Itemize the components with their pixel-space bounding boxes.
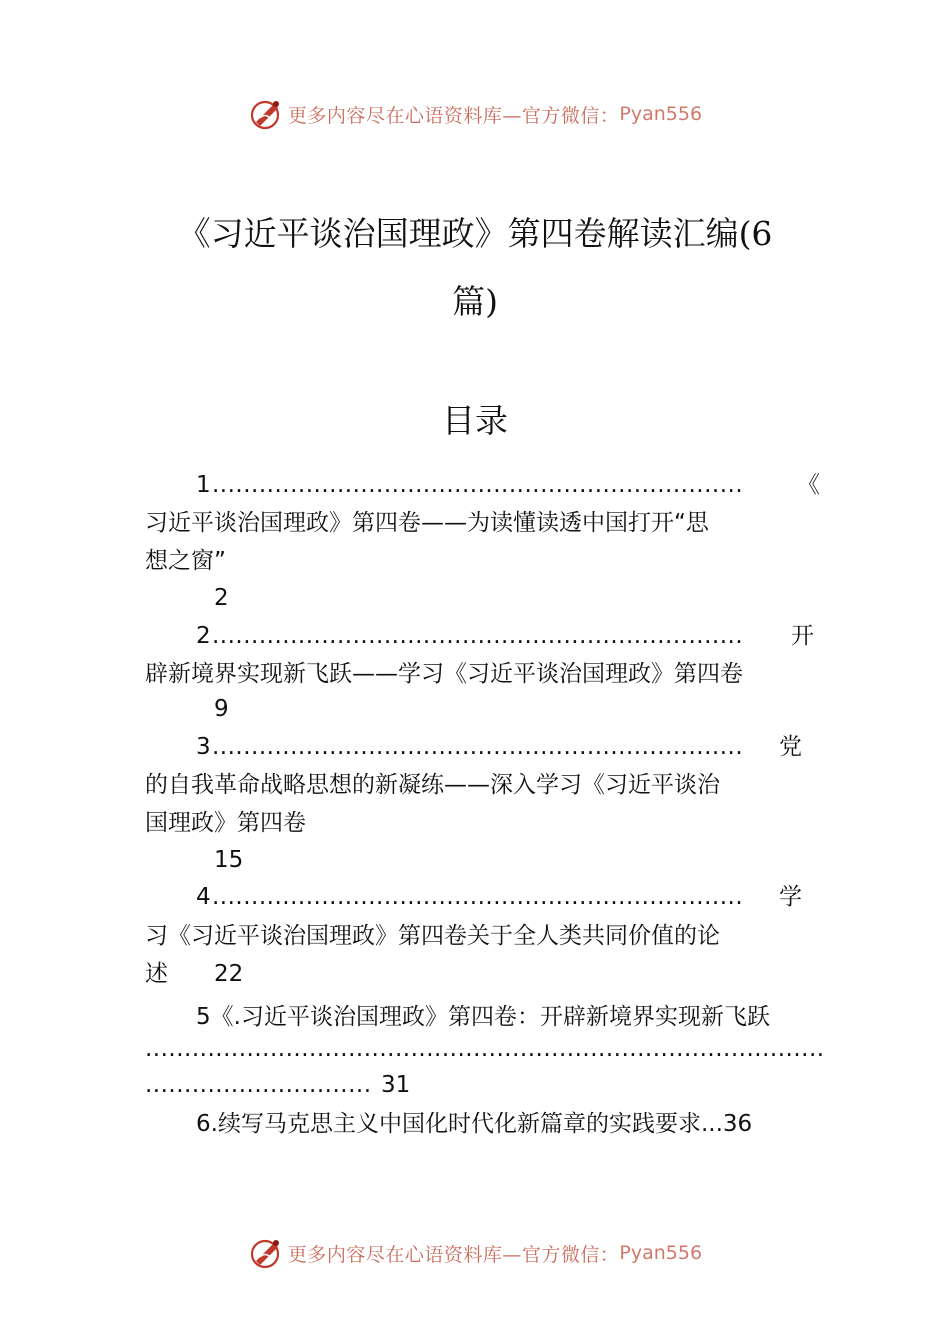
toc-item-text-start: 学 <box>779 884 802 910</box>
toc-item-leader-dots: ....................................................................................... <box>145 1036 825 1062</box>
watermark-wechat-id: Pyan556 <box>619 1242 703 1264</box>
watermark-wechat-id: Pyan556 <box>619 103 703 125</box>
toc-item-leader-dots: .................................................................... <box>212 472 744 498</box>
toc-item-leader-dots: .................................................................... <box>212 623 744 649</box>
toc-item-text: 辟新境界实现新飞跃——学习《习近平谈治国理政》第四卷 <box>145 661 743 687</box>
toc-item-page-number: 31 <box>381 1072 411 1098</box>
toc-item-text: 5《.习近平谈治国理政》第四卷：开辟新境界实现新飞跃 <box>196 1004 770 1030</box>
toc-item-text: 述 <box>145 961 168 987</box>
toc-item-page-number: 2 <box>214 585 229 611</box>
toc-item-text: 6.续写马克思主义中国化时代化新篇章的实践要求 <box>196 1111 701 1137</box>
toc-item-6[interactable] <box>196 1105 752 1143</box>
toc-item-leader-dots: .................................................................... <box>212 884 744 910</box>
toc-item-number: 4 <box>196 884 211 910</box>
toc-item-text: 习近平谈治国理政》第四卷——为读懂读透中国打开“思 <box>145 510 709 536</box>
toc-item-text: 习《习近平谈治国理政》第四卷关于全人类共同价值的论 <box>145 923 720 949</box>
toc-item-text-start: 开 <box>791 623 814 649</box>
toc-item-leader-dots: ............................. <box>145 1072 372 1098</box>
document-title <box>150 200 800 336</box>
toc-item-number: 3 <box>196 734 211 760</box>
toc-item-text: 想之窗” <box>145 548 226 574</box>
toc-item-leader-dots: ... <box>700 1111 723 1137</box>
footer-watermark <box>0 1233 950 1273</box>
toc-item-page-number: 9 <box>214 696 229 722</box>
toc-item-page-number: 22 <box>214 961 244 987</box>
toc-item-leader-dots: .................................................................... <box>212 734 744 760</box>
watermark-text: 更多内容尽在心语资料库—官方微信： <box>287 1243 620 1266</box>
pen-seal-icon <box>248 1235 284 1271</box>
toc-item-number: 2 <box>196 623 211 649</box>
toc-item-number: 1 <box>196 472 211 498</box>
toc-item-text: 国理政》第四卷 <box>145 810 306 836</box>
toc-item-text-start: 党 <box>779 734 802 760</box>
toc-heading: 目录 <box>442 401 508 440</box>
header-watermark <box>0 94 950 134</box>
document-title-line2: 篇) <box>452 282 498 321</box>
document-title-line1: 《习近平谈治国理政》第四卷解读汇编(6 <box>177 214 773 253</box>
toc-item-page-number: 36 <box>722 1111 753 1137</box>
toc-item-text: 的自我革命战略思想的新凝练——深入学习《习近平谈治 <box>145 772 720 798</box>
watermark-text: 更多内容尽在心语资料库—官方微信： <box>287 104 620 127</box>
pen-seal-icon <box>248 96 284 132</box>
toc-item-text-start: 《 <box>797 472 820 498</box>
toc-item-page-number: 15 <box>214 847 244 873</box>
